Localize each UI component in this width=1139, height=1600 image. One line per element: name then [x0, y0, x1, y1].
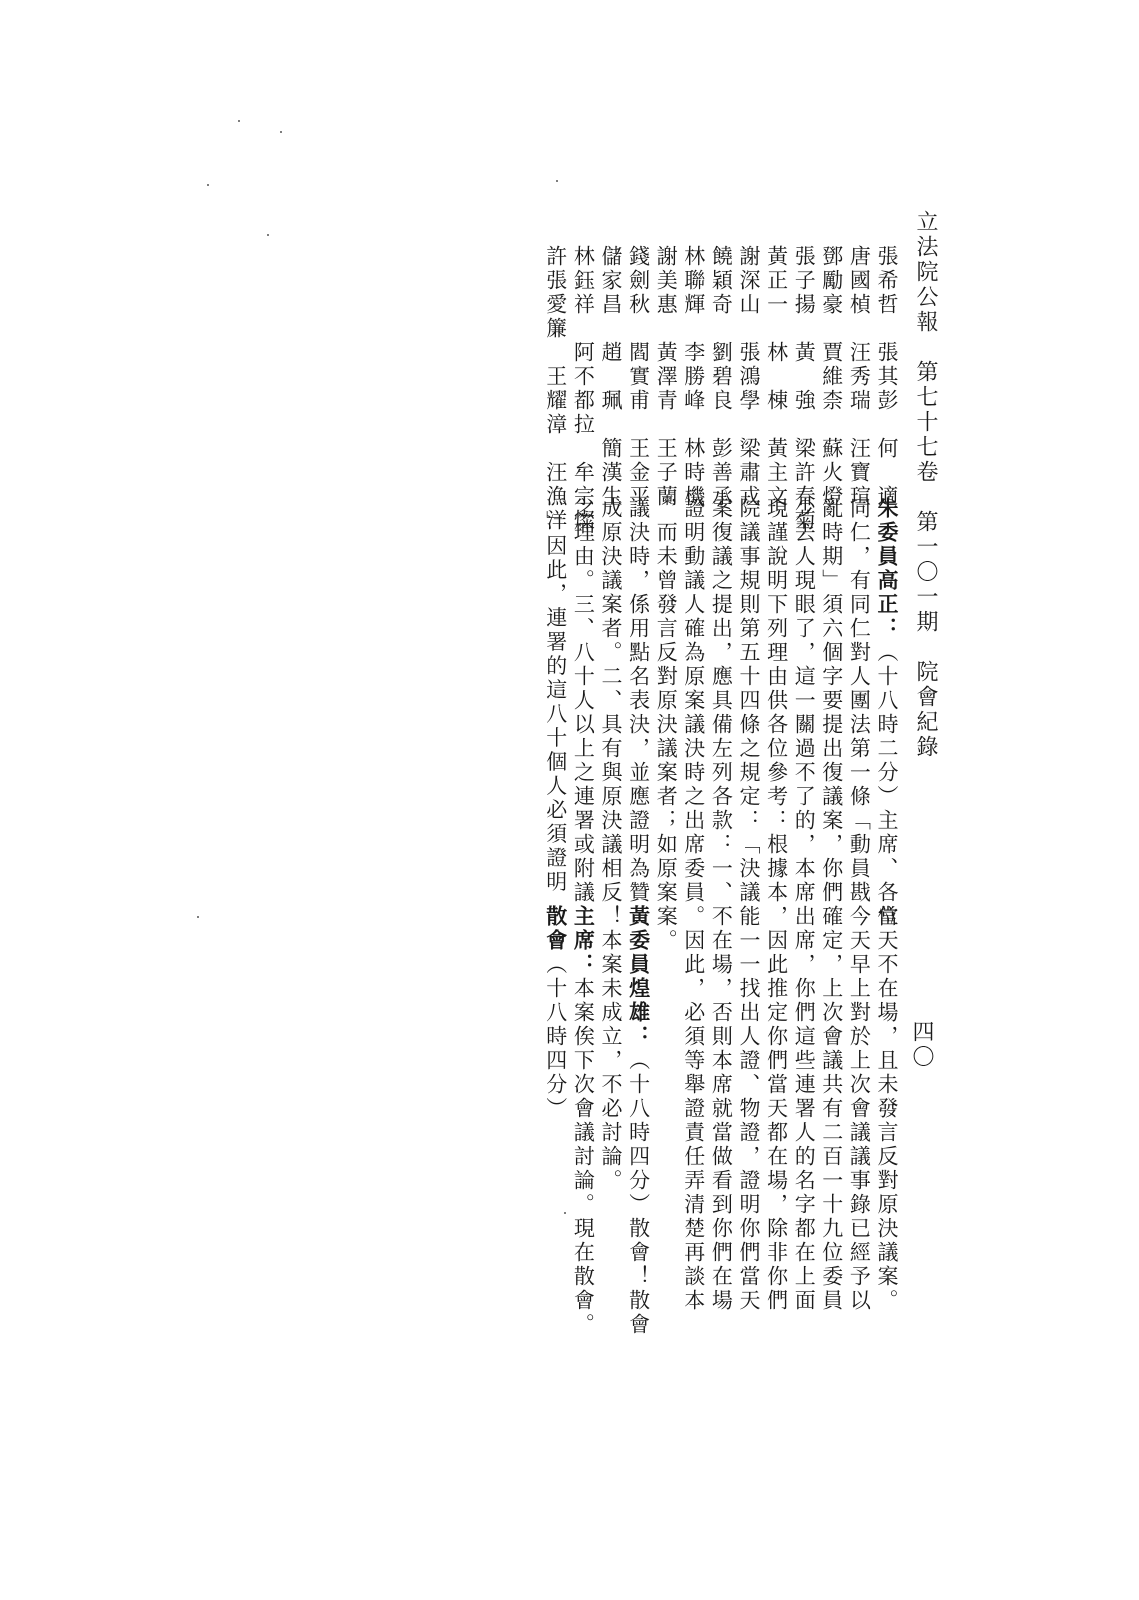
speech-text: ！本案未成立，不必討論。 — [599, 905, 623, 1193]
speech-text: 成原決議案者。二、具有與原決議相反 — [599, 497, 623, 905]
scan-speck — [197, 916, 199, 918]
speech-lower-column — [709, 905, 734, 1313]
scan-speck — [267, 234, 269, 236]
speech-lower-column — [821, 905, 842, 1313]
speech-upper-column — [571, 497, 596, 905]
scan-speck — [280, 131, 282, 133]
speech-lower-column — [876, 905, 897, 1313]
speech-upper-column — [709, 497, 734, 905]
roster-column: 鄧勵豪 賈維柰 蘇火燈 — [819, 245, 844, 509]
speech-lower-column — [847, 905, 872, 1313]
speech-lower-column — [738, 905, 759, 1313]
scan-speck — [207, 184, 209, 186]
speech-lower-column — [545, 905, 567, 1121]
speech-text: 亂時期」須六個字要提出復議案，你們 — [819, 497, 844, 905]
speech-text: 。因此，必須等舉證責任弄清楚再談本 — [681, 905, 706, 1313]
speech-text: （十八時二分）主席、各位 — [875, 641, 899, 929]
speech-lower-column — [571, 905, 597, 1337]
speech-lower-column — [766, 905, 787, 1313]
speech-upper-column — [545, 497, 566, 895]
roster-column: 林聯輝 李勝峰 林時機 — [681, 245, 706, 509]
speech-upper-column — [847, 497, 872, 905]
speech-text: （十八時四分）散會！散會 — [626, 1049, 651, 1337]
roster-column: 張子揚 黃 強 梁許春菊 — [792, 245, 817, 533]
speech-lower-column — [628, 905, 650, 1337]
speaker-name: 朱委員高正： — [875, 497, 900, 641]
roster-column: 黃正一 林 棟 黃主文 — [764, 245, 789, 509]
speech-text: 當天不在場，且未發言反對原決議案。 — [875, 905, 899, 1313]
roster-column: 謝深山 張鴻學 梁肅戎 — [737, 245, 761, 509]
speech-text: 本案俟下次會議討論。現在散會。 — [571, 977, 596, 1337]
speaker-name: 主席： — [571, 905, 597, 977]
speech-text: 案。 — [654, 905, 679, 953]
speech-text: 能一一找出人證、物證，證明你們當天 — [737, 905, 761, 1313]
speech-text: 不在場，否則本席就當做看到你們在場 — [709, 905, 734, 1313]
speech-upper-column — [738, 497, 759, 905]
speech-text: 院議事規則第五十四條之規定：「決議 — [737, 497, 761, 905]
speech-text: 議決時，係用點名表決，並應證明為贊 — [626, 497, 651, 905]
roster-column: 錢劍秋 閻實甫 王金平 — [626, 245, 651, 509]
speech-text: （十八時四分） — [543, 953, 568, 1121]
roster-column: 林鈺祥 阿不都拉 牟宗燦 — [571, 245, 596, 533]
roster-column: 唐國楨 汪秀瑞 汪寶瑄 — [847, 245, 872, 509]
scan-speck — [564, 1212, 566, 1214]
speech-text: 出席，你們這些連署人的名字都在上面 — [792, 905, 817, 1313]
speech-text: 同仁，有同仁對人團法第一條「動員戡 — [847, 497, 872, 905]
speech-upper-column — [821, 497, 842, 905]
roster-column: 饒穎奇 劉碧良 彭善承 — [709, 245, 734, 509]
speech-lower-column — [683, 905, 704, 1313]
roster-column: 張希哲 張其彭 何 適 — [875, 245, 899, 509]
speech-text: 現謹說明下列理由供各位參考：根據本 — [764, 497, 789, 905]
roster-column: 儲家昌 趙 珮 簡漢生 — [599, 245, 623, 509]
speech-lower-column — [654, 905, 679, 953]
scan-speck — [556, 180, 558, 182]
speech-upper-column — [654, 497, 679, 905]
roster-column: 許張愛簾 王耀漳 汪漁洋 — [543, 245, 568, 533]
speech-text: 確定，上次會議共有二百一十九位委員 — [819, 905, 844, 1313]
speech-upper-column — [683, 497, 704, 905]
speech-upper-column — [600, 497, 621, 905]
speaker-name: 散會 — [543, 905, 569, 953]
page-header-title: 立法院公報 第七十七卷 第一〇一期 院會紀錄 — [913, 210, 938, 760]
speech-lower-column — [600, 905, 621, 1193]
speech-text: ，因此推定你們當天都在場，除非你們 — [764, 905, 789, 1313]
speech-text: 少丟人現眼了，這一關過不了的，本席 — [792, 497, 817, 905]
scan-speck — [238, 120, 240, 122]
page-number: 四〇 — [909, 1020, 934, 1070]
speech-text: 今天早上對於上次會議議事錄已經予以 — [847, 905, 872, 1313]
speech-upper-column — [876, 497, 898, 929]
speech-text: ，而未曾發言反對原決議案者；如原案 — [654, 497, 679, 905]
speech-upper-column — [792, 497, 817, 905]
speaker-name: 黃委員煌雄： — [626, 905, 652, 1049]
roster-column: 謝美惠 黃澤青 王子蘭 — [654, 245, 679, 509]
speech-text: 證明動議人確為原案議決時之出席委員 — [681, 497, 706, 905]
speech-upper-column — [628, 497, 649, 905]
speech-text: 。」因此，連署的這八十個人必須證明 — [543, 497, 568, 895]
speech-text: 之理由。三、八十人以上之連署或附議 — [571, 497, 596, 905]
speech-lower-column — [792, 905, 817, 1313]
speech-text: 案復議之提出，應具備左列各款：一、 — [709, 497, 734, 905]
speech-upper-column — [766, 497, 787, 905]
